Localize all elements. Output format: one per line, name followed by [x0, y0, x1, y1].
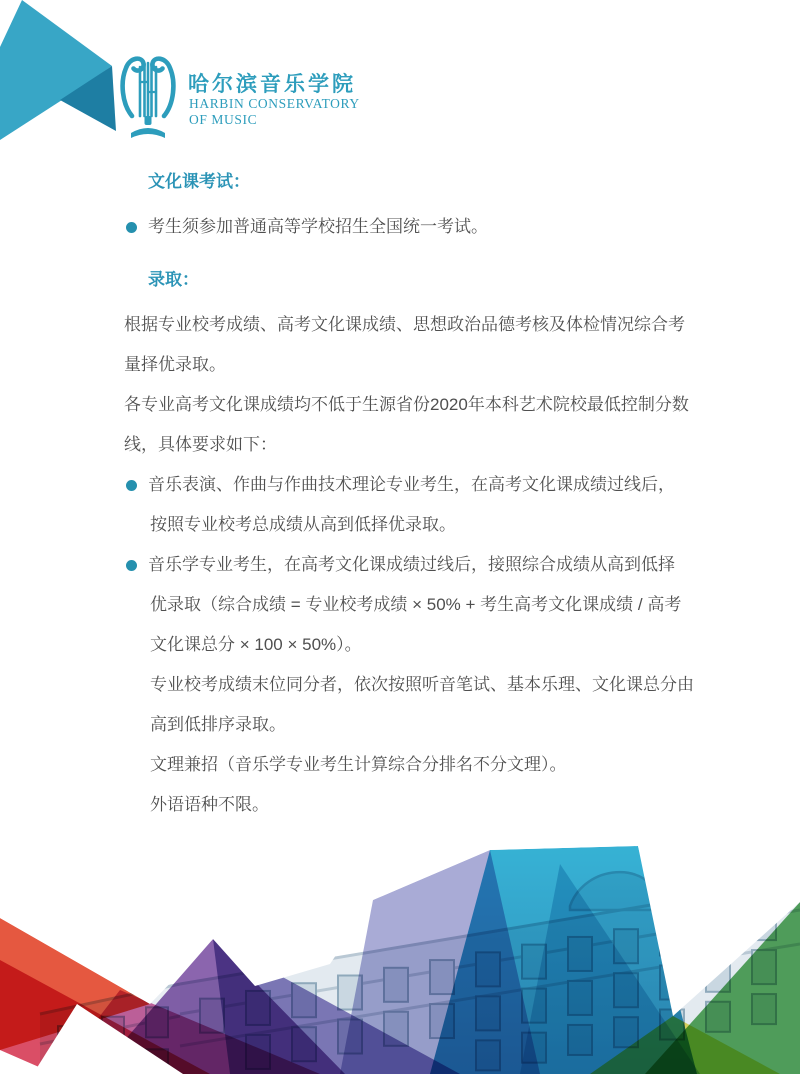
bullet-item [124, 545, 724, 585]
text: 线，具体要求如下： [124, 435, 277, 454]
text: 各专业高考文化课成绩均不低于生源省份2020年本科艺术院校最低控制分数 [124, 395, 689, 414]
indent-line [124, 505, 724, 545]
logo-cn-name: 哈尔滨音乐学院 [188, 72, 356, 96]
paragraph-line [124, 385, 724, 425]
indent-line [124, 745, 724, 785]
text: 按照专业校考总成绩从高到低择优录取。 [150, 515, 456, 534]
corner-triangles-icon [0, 0, 130, 150]
bullet-dot-icon [126, 222, 137, 233]
bullet-dot-icon [126, 480, 137, 491]
section-heading [124, 260, 724, 300]
footer-collage-graphic [0, 844, 800, 1074]
indent-line [124, 705, 724, 745]
text: 量择优录取。 [124, 355, 226, 374]
text: 音乐学专业考生，在高考文化课成绩过线后，接照综合成绩从高到低择 [148, 555, 675, 574]
logo-en-name-line2: OF MUSIC [189, 112, 258, 127]
section-heading [124, 162, 724, 202]
indent-line [124, 625, 724, 665]
text: 外语语种不限。 [150, 795, 269, 814]
bullet-item [124, 465, 724, 505]
text: 文化课总分 × 100 × 50%）。 [150, 635, 362, 654]
text: 根据专业校考成绩、高考文化课成绩、思想政治品德考核及体检情况综合考 [124, 315, 685, 334]
text: 文理兼招（音乐学专业考生计算综合分排名不分文理）。 [150, 755, 567, 774]
text: 高到低排序录取。 [150, 715, 286, 734]
text: 录取： [148, 270, 199, 289]
lyre-icon [119, 52, 177, 142]
text: 文化课考试： [148, 172, 250, 191]
text: 音乐表演、作曲与作曲技术理论专业考生，在高考文化课成绩过线后， [148, 475, 675, 494]
bullet-dot-icon [126, 560, 137, 571]
paragraph-line [124, 305, 724, 345]
text: 优录取（综合成绩 = 专业校考成绩 × 50% + 考生高考文化课成绩 / 高考 [150, 595, 682, 614]
logo-en-name-line1: HARBIN CONSERVATORY [189, 96, 360, 111]
paragraph-line [124, 345, 724, 385]
paragraph-line [124, 425, 724, 465]
indent-line [124, 665, 724, 705]
content-area [124, 162, 724, 825]
indent-line [124, 785, 724, 825]
indent-line [124, 585, 724, 625]
bullet-item [124, 207, 724, 247]
text: 考生须参加普通高等学校招生全国统一考试。 [148, 217, 488, 236]
text: 专业校考成绩末位同分者，依次按照听音笔试、基本乐理、文化课总分由 [150, 675, 694, 694]
